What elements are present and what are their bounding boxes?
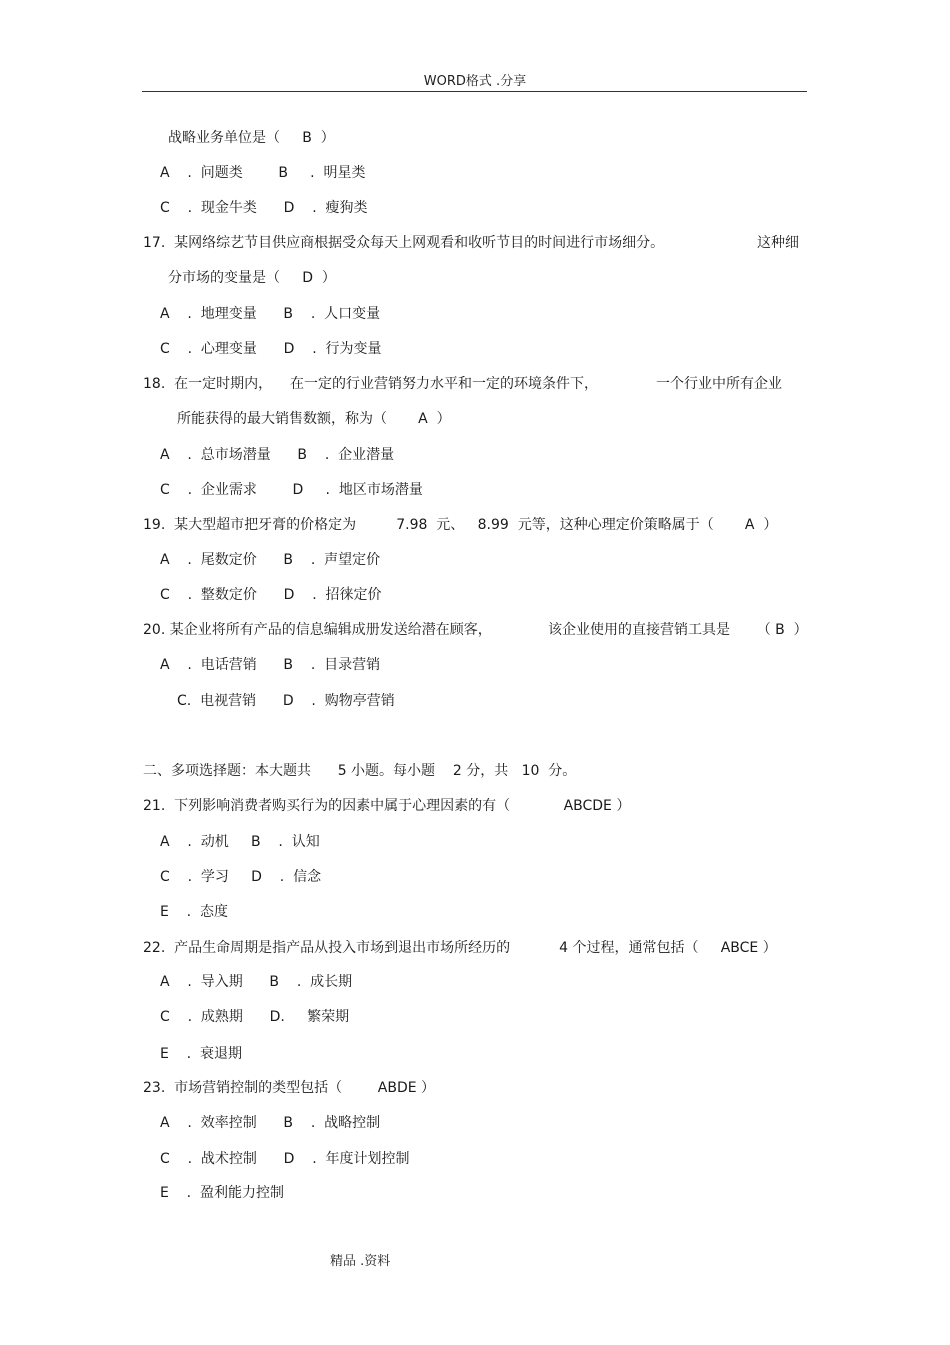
option-line: A . 总市场潜量 B . 企业潜量: [160, 447, 395, 463]
page-header: WORD格式 .分享: [423, 74, 527, 89]
option-line: C . 企业需求 D . 地区市场潜量: [160, 482, 423, 498]
option-line: E . 态度: [160, 904, 228, 920]
question-line: 21. 下列影响消费者购买行为的因素中属于心理因素的有（ ABCDE ）: [143, 798, 631, 814]
question-line: 这种细: [757, 235, 799, 251]
option-line: C . 战术控制 D . 年度计划控制: [160, 1151, 410, 1167]
option-line: C. 电视营销 D . 购物亭营销: [177, 693, 395, 709]
option-line: A . 问题类 B . 明星类: [160, 165, 366, 181]
option-line: A . 动机 B . 认知: [160, 834, 320, 850]
question-line: 战略业务单位是（ B ）: [168, 130, 335, 146]
option-line: A . 效率控制 B . 战略控制: [160, 1115, 381, 1131]
option-line: C . 学习 D . 信念: [160, 869, 322, 885]
option-line: C . 现金牛类 D . 瘦狗类: [160, 200, 368, 216]
header-divider: [142, 91, 807, 92]
question-line: 19. 某大型超市把牙膏的价格定为 7.98 元、 8.99 元等，这种心理定价策略属于（ A ）: [143, 517, 778, 533]
question-line: 17. 某网络综艺节目供应商根据受众每天上网观看和收听节目的时间进行市场细分。: [143, 235, 665, 251]
section-heading: 二、多项选择题：本大题共 5 小题。每小题 2 分，共 10 分。: [143, 763, 577, 779]
option-line: A . 地理变量 B . 人口变量: [160, 306, 381, 322]
option-line: A . 导入期 B . 成长期: [160, 974, 353, 990]
question-line: 23. 市场营销控制的类型包括（ ABDE ）: [143, 1080, 436, 1096]
option-line: C . 心理变量 D . 行为变量: [160, 341, 382, 357]
question-line: 所能获得的最大销售数额，称为（ A ）: [177, 411, 451, 427]
question-line: 18. 在一定时期内， 在一定的行业营销努力水平和一定的环境条件下，: [143, 376, 598, 392]
page-footer: 精品 .资料: [330, 1254, 391, 1269]
option-line: A . 尾数定价 B . 声望定价: [160, 552, 381, 568]
option-line: C . 成熟期 D. 繁荣期: [160, 1009, 350, 1025]
question-line: 该企业使用的直接营销工具是 （ B ）: [548, 622, 808, 638]
question-line: 22. 产品生命周期是指产品从投入市场到退出市场所经历的 4 个过程，通常包括（ ABCE ）: [143, 940, 777, 956]
option-line: A . 电话营销 B . 目录营销: [160, 657, 381, 673]
question-line: 分市场的变量是（ D ）: [168, 270, 336, 286]
option-line: E . 衰退期: [160, 1046, 242, 1062]
question-line: 一个行业中所有企业: [656, 376, 782, 392]
option-line: C . 整数定价 D . 招徕定价: [160, 587, 382, 603]
question-line: 20. 某企业将所有产品的信息编辑成册发送给潜在顾客，: [143, 622, 492, 638]
option-line: E . 盈利能力控制: [160, 1185, 284, 1201]
